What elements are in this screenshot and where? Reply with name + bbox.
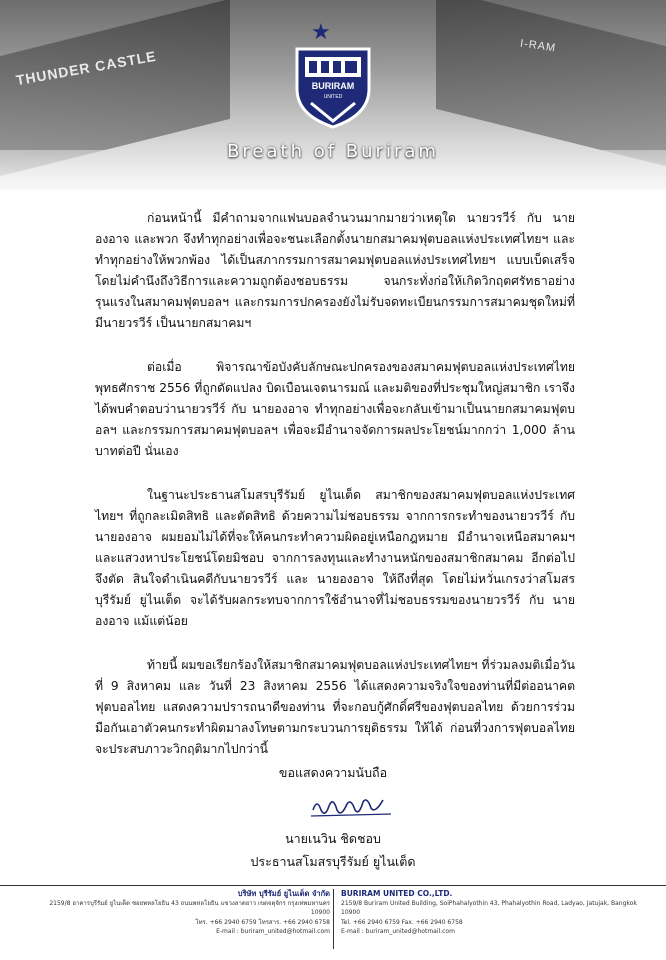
- stand-sign-left: THUNDER CASTLE: [14, 47, 158, 89]
- paragraph-3: ในฐานะประธานสโมสรบุรีรัมย์ ยูไนเต็ด สมาชิกของสมาคมฟุตบอลแห่งประเทศไทยฯ ที่ถูกละเมิดสิทธิ และตัดสิทธิ ด้วยความไม่ชอบธรรม จากการกระทำของนายวรวีร์ กับนายองอาจ ผมยอมไม่ได้ที่จะให้คนกระทำความผิดอยู่เหนือกฎหมาย มีอำนาจเหนือสมาคมฯ และแสวงหาประโยชน์โดยมิชอบ จากการลงทุนและทำงานหนักของสมาชิกสมาคม อีกต่อไป จึงตัด สินใจดำเนินคดีกับนายวรวีร์ และ นายองอาจ ให้ถึงที่สุด โดยไม่หวั่นเกรงว่าสโมสรบุรีรัมย์ ยูไนเต็ด จะได้รับผลกระทบจากการใช้อำนาจที่ไม่ชอบธรรมของนายวรวีร์ กับ นายองอาจ แม้แต่น้อย: [95, 488, 575, 628]
- closing-text: ขอแสดงความนับถือ: [278, 765, 388, 780]
- paragraph-4: ท้ายนี้ ผมขอเรียกร้องให้สมาชิกสมาคมฟุตบอลแห่งประเทศไทยฯ ที่ร่วมลงมติเมื่อวันที่ 9 สิงหาคม และ วันที่ 23 สิงหาคม 2556 ได้แสดงความจริงใจของท่านที่มีต่ออนาคตฟุตบอลไทย แสดงความปรารถนาดีของท่าน ที่จะกอบกู้ศักดิ์ศรีของฟุตบอลไทย ด้วยการร่วมมือกันเอาตัวคนกระทำผิดมาลงโทษตามกระบวนการยุติธรรม ให้ได้ ก่อนที่วงการฟุตบอลไทย จะประสบภาวะวิกฤติมากไปกว่านี้: [95, 658, 575, 756]
- crest-subtext: UNITED: [323, 94, 343, 100]
- footer-english-email: E-mail : buriram_united@hotmail.com: [341, 928, 455, 935]
- signer-title: ประธานสโมสรบุรีรัมย์ ยูไนเต็ด: [250, 854, 416, 869]
- footer-thai-address: 2159/8 อาคารบุรีรัมย์ ยูไนเต็ด ซอยพหลโยธิน 43 ถนนพหลโยธิน แขวงลาดยาว เขตจตุจักร กรุงเทพมหานคร 10900: [49, 899, 330, 916]
- footer-thai-email: E-mail : buriram_united@hotmail.com: [216, 928, 330, 935]
- crest-text: BURIRAM: [311, 81, 355, 91]
- footer-column-divider: [333, 889, 334, 949]
- stand-sign-right: I-RAM: [519, 37, 557, 55]
- header-banner: [0, 0, 666, 190]
- star-icon: ★: [311, 20, 331, 45]
- footer-english-address: 2159/8 Buriram United Building, SoiPhahalyothin 43, Phahalyothin Road, Ladyao, Jatujak, Bangkok 10900: [341, 899, 637, 916]
- footer-thai-phone: โทร. +66 2940 6759 โทรสาร. +66 2940 6758: [195, 918, 330, 926]
- tagline: Breath of Buriram: [227, 141, 439, 162]
- footer-english-company: BURIRAM UNITED CO.,LTD.: [341, 889, 453, 898]
- footer-english: [341, 889, 641, 937]
- paragraph-2: ต่อเมื่อ พิจารณาข้อบังคับลักษณะปกครองของสมาคมฟุตบอลแห่งประเทศไทย พุทธศักราช 2556 ที่ถูกดัดแปลง บิดเบือนเจตนารมณ์ และมติของที่ประชุมใหญ่สมาชิก เราจึงได้พบคำตอบว่านายวรวีร์ กับ นายองอาจ ทำทุกอย่างเพื่อจะกลับเข้ามาเป็นนายกสมาคมฟุตบอลฯ และกรรมการสมาคมฟุตบอลฯ เพื่อจะมีอำนาจจัดการผลประโยชน์มากกว่า 1,000 ล้านบาทต่อปี นั่นเอง: [95, 360, 575, 458]
- paragraph-1: ก่อนหน้านี้ มีคำถามจากแฟนบอลจำนวนมากมายว่าเหตุใด นายวรวีร์ กับ นายองอาจ และพวก จึงทำทุกอย่างเพื่อจะชนะเลือกตั้งนายกสมาคมฟุตบอลแห่งประเทศไทยฯ และทำทุกอย่างให้พวกพ้อง ได้เป็นสภากรรมการสมาคมฟุตบอลแห่งประเทศไทยฯ แบบเบ็ดเสร็จ โดยไม่คำนึงถึงวิธีการและความถูกต้องชอบธรรม จนกระทั่งก่อให้เกิดวิกฤตศรัทธาอย่างรุนแรงในสมาคมฟุตบอลฯ และกรมการปกครองยังไม่รับจดทะเบียนกรรมการสมาคมชุดใหม่ที่มีนายวรวีร์ เป็นนายกสมาคมฯ: [95, 211, 575, 330]
- footer-thai-company: บริษัท บุรีรัมย์ ยูไนเต็ด จำกัด: [237, 889, 330, 898]
- buriram-united-crest: [291, 45, 375, 129]
- letter-body: [95, 208, 575, 783]
- handwritten-signature: [305, 788, 395, 822]
- footer-thai: [30, 889, 330, 937]
- footer-divider: [0, 885, 666, 886]
- signer-name: นายเนวิน ชิดชอบ: [285, 831, 381, 846]
- footer-english-phone: Tel. +66 2940 6759 Fax. +66 2940 6758: [341, 918, 463, 926]
